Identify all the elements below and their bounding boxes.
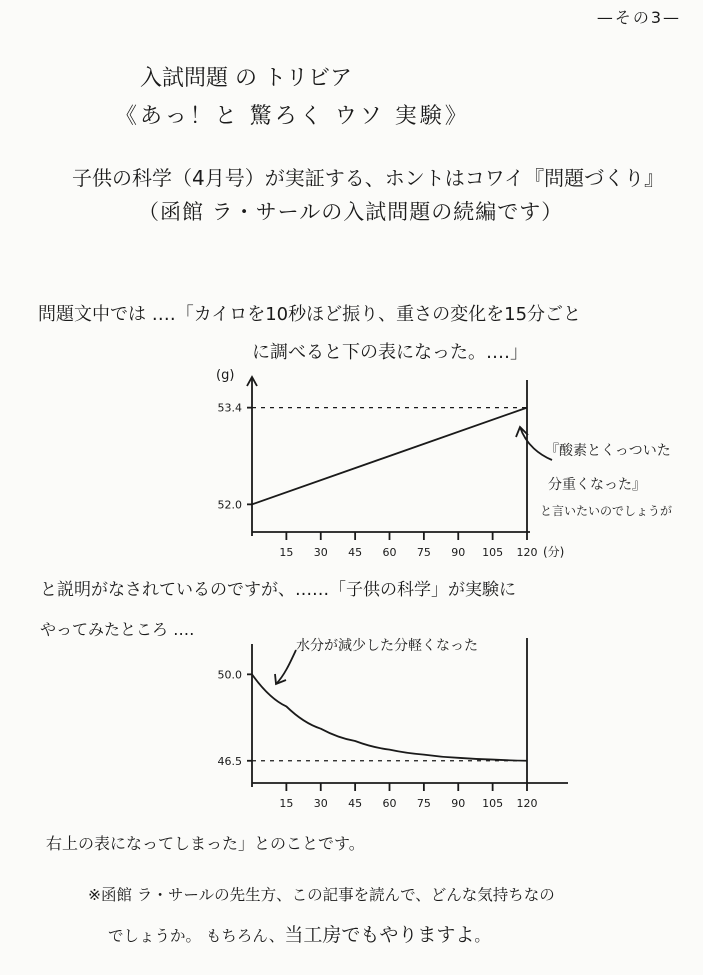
- x-tick-label: 60: [382, 546, 397, 559]
- x-tick-label: 45: [348, 797, 363, 810]
- y-tick-label: 52.0: [217, 498, 242, 512]
- chart-expected: [0, 355, 703, 570]
- x-tick-label: 120: [516, 546, 538, 559]
- annotation-line-2: 分重くなった』: [548, 477, 646, 493]
- conclusion-text: 右上の表になってしまった」とのことです。: [46, 834, 365, 853]
- x-tick-label: 15: [279, 546, 294, 559]
- y-tick-label: 46.5: [217, 754, 242, 768]
- note-line-2-end: 。: [474, 927, 490, 945]
- problem-text-line-1: 問題文中では ‥‥「カイロを10秒ほど振り、重さの変化を15分ごと: [38, 304, 582, 325]
- x-tick-label: 105: [482, 546, 504, 559]
- body-line-2: やってみたところ ‥‥: [40, 620, 195, 639]
- note-line-2-start: でしょうか。 もちろん、: [108, 927, 285, 945]
- annotation-line-3: と言いたいのでしょうが: [540, 504, 673, 518]
- note-line-2: [108, 926, 490, 945]
- intro-line-2: （函館 ラ・サールの入試問題の続編です）: [138, 200, 564, 224]
- chart-actual: [0, 628, 703, 828]
- x-tick-label: 90: [451, 546, 466, 559]
- x-tick-label: 45: [348, 546, 363, 559]
- annotation-line-1: 『酸素とくっついた: [545, 443, 671, 459]
- x-tick-label: 120: [516, 797, 538, 810]
- x-tick-label: 90: [451, 797, 466, 810]
- x-tick-label: 30: [313, 546, 328, 559]
- annotation-line-1: 水分が減少した分軽くなった: [296, 638, 478, 654]
- note-line-1: ※函館 ラ・サールの先生方、この記事を読んで、どんな気持ちなの: [88, 886, 555, 904]
- problem-text-line-2: に調べると下の表になった。‥‥」: [252, 342, 529, 363]
- x-tick-label: 105: [482, 797, 504, 810]
- x-axis-label: (分): [543, 545, 565, 559]
- x-tick-label: 15: [279, 797, 294, 810]
- x-tick-label: 30: [313, 797, 328, 810]
- body-line-1: と説明がなされているのですが、‥‥‥「子供の科学」が実験に: [40, 580, 517, 600]
- page-number: —その3—: [596, 8, 681, 27]
- y-axis-label: (g): [216, 368, 235, 383]
- x-tick-label: 75: [416, 546, 431, 559]
- intro-line-1: 子供の科学（4月号）が実証する、ホントはコワイ『問題づくり』: [72, 166, 665, 190]
- page-title: 入試問題 の トリビア: [140, 66, 352, 91]
- x-tick-label: 60: [382, 797, 397, 810]
- y-tick-label: 53.4: [217, 401, 242, 415]
- page-subtitle-heading: 《あっ！と 驚ろく ウソ 実験》: [115, 104, 470, 129]
- y-tick-label: 50.0: [217, 668, 242, 682]
- data-series-line: [252, 674, 527, 760]
- data-series-line: [252, 408, 527, 505]
- note-emphasis: 当工房でもやりますよ: [284, 924, 475, 946]
- annotation-arrow: [276, 650, 296, 684]
- x-tick-label: 75: [416, 797, 431, 810]
